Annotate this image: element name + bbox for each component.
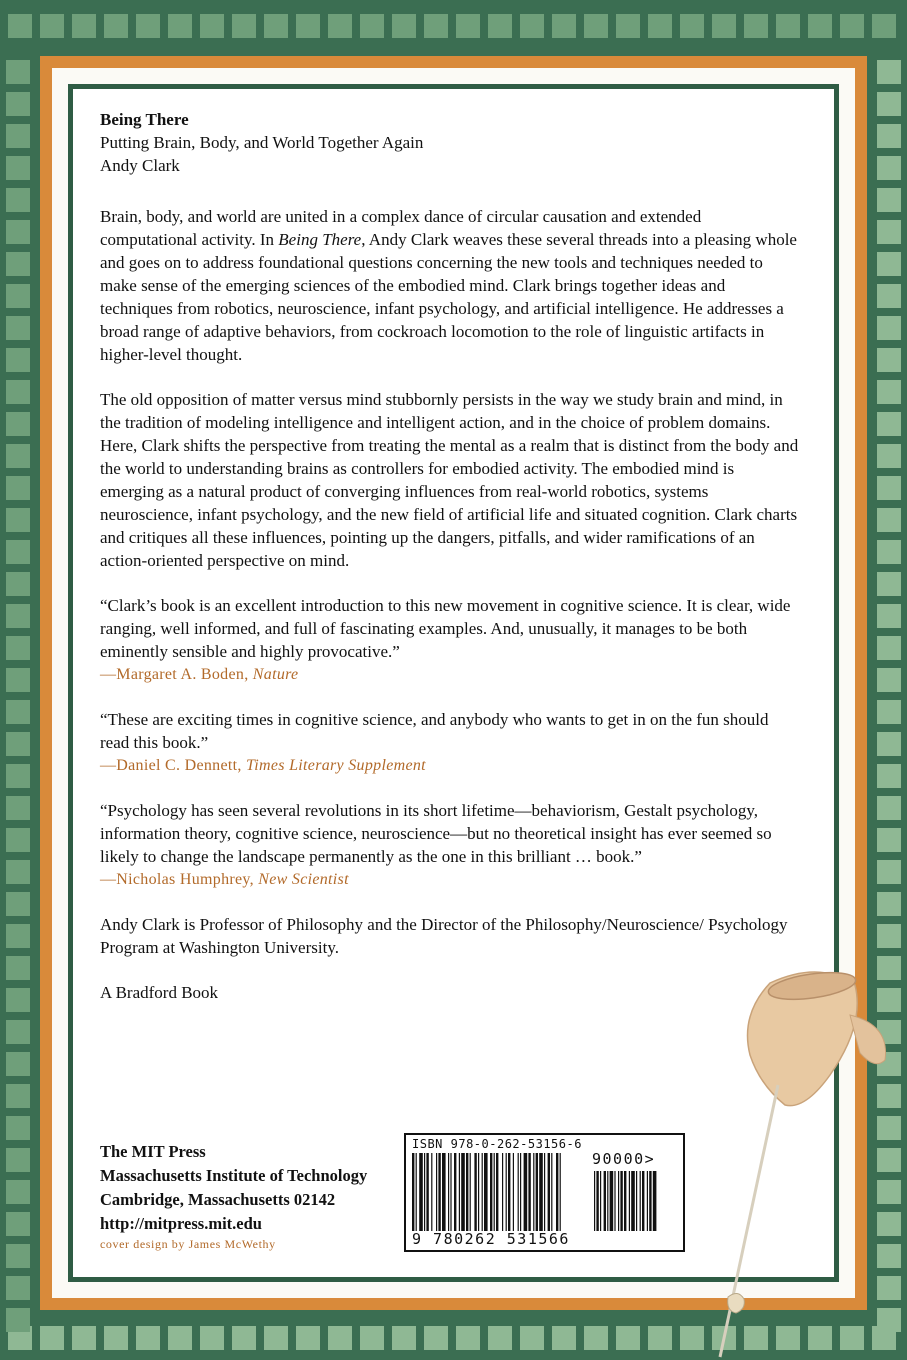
border-tile bbox=[877, 124, 901, 148]
border-tile bbox=[584, 1326, 608, 1350]
border-tile bbox=[877, 476, 901, 500]
border-tile bbox=[520, 14, 544, 38]
border-tile bbox=[6, 732, 30, 756]
border-tile bbox=[877, 636, 901, 660]
border-tile bbox=[360, 14, 384, 38]
border-tile bbox=[616, 1326, 640, 1350]
border-tile bbox=[168, 1326, 192, 1350]
border-tile bbox=[648, 14, 672, 38]
border-tile bbox=[877, 604, 901, 628]
border-tile bbox=[877, 732, 901, 756]
border-tile bbox=[6, 828, 30, 852]
barcode-addon-bar bbox=[624, 1171, 626, 1231]
border-tile bbox=[104, 1326, 128, 1350]
border-tile bbox=[328, 14, 352, 38]
barcode-bar bbox=[482, 1153, 483, 1231]
border-tile bbox=[72, 1326, 96, 1350]
barcode-addon-bar bbox=[642, 1171, 644, 1231]
review-quote-2: “These are exciting times in cognitive science, and anybody who wants to get in on the fun should read this book.” bbox=[100, 710, 769, 752]
ean-digits: 9 780262 531566 bbox=[412, 1230, 570, 1248]
border-tile bbox=[6, 668, 30, 692]
border-tile bbox=[6, 220, 30, 244]
border-tile bbox=[877, 92, 901, 116]
barcode-addon-bar bbox=[653, 1171, 657, 1231]
barcode-addon-bar bbox=[636, 1171, 637, 1231]
barcode-bar bbox=[424, 1153, 425, 1231]
border-tile bbox=[552, 14, 576, 38]
barcode-bar bbox=[494, 1153, 495, 1231]
border-tile bbox=[264, 14, 288, 38]
barcode-bar bbox=[442, 1153, 446, 1231]
border-tile bbox=[6, 540, 30, 564]
border-tile bbox=[392, 1326, 416, 1350]
description-paragraph-1: Brain, body, and world are united in a complex dance of circular causation and extended computational activity. In Being There, Andy Clark weaves these several threads into a pleasing whole and goes on to address foundational questions concerning the new tools and techniques needed to make sense of the emerging sciences of the embodied mind. Clark brings together ideas and techniques from robotics, neuroscience, infant psychology, and artificial intelligence. He addresses a broad range of adaptive behaviors, from cockroach locomotion to the role of linguistic artifacts in higher-level thought. bbox=[100, 207, 797, 364]
border-tile bbox=[200, 14, 224, 38]
border-tile bbox=[6, 700, 30, 724]
border-tile bbox=[360, 1326, 384, 1350]
barcode-bar bbox=[548, 1153, 550, 1231]
barcode-bar bbox=[438, 1153, 440, 1231]
barcode-bar bbox=[496, 1153, 498, 1231]
book-author: Andy Clark bbox=[100, 156, 180, 175]
isbn-barcode bbox=[404, 1133, 685, 1252]
border-tile bbox=[6, 380, 30, 404]
border-tile bbox=[296, 1326, 320, 1350]
barcode-bar bbox=[459, 1153, 460, 1231]
border-tile bbox=[6, 412, 30, 436]
border-tile bbox=[6, 188, 30, 212]
border-tile bbox=[392, 14, 416, 38]
border-tile bbox=[6, 156, 30, 180]
border-tile bbox=[877, 924, 901, 948]
barcode-addon-bar bbox=[640, 1171, 641, 1231]
barcode-addon-bar bbox=[629, 1171, 630, 1231]
border-tile bbox=[136, 1326, 160, 1350]
border-tile bbox=[6, 892, 30, 916]
barcode-bar bbox=[506, 1153, 507, 1231]
border-tile bbox=[6, 1116, 30, 1140]
barcode-bar bbox=[474, 1153, 476, 1231]
border-tile bbox=[877, 316, 901, 340]
border-tile bbox=[6, 476, 30, 500]
border-tile bbox=[456, 1326, 480, 1350]
border-tile bbox=[6, 1308, 30, 1332]
barcode-bar bbox=[551, 1153, 552, 1231]
border-tile bbox=[877, 668, 901, 692]
book-subtitle: Putting Brain, Body, and World Together Again bbox=[100, 133, 424, 152]
butterfly-net-illustration bbox=[690, 965, 890, 1360]
review-quote-3: “Psychology has seen several revolutions in its short lifetime—behaviorism, Gestalt psychology, information theory, cognitive science, neuroscience—but no theoretical insight has ever seemed so likely to change the landscape permanently as the one in this brilliant … book.” bbox=[100, 801, 772, 866]
border-tile bbox=[877, 220, 901, 244]
barcode-addon-bar bbox=[594, 1171, 595, 1231]
barcode-bar bbox=[484, 1153, 488, 1231]
border-tile bbox=[40, 14, 64, 38]
border-tile bbox=[168, 14, 192, 38]
barcode-addon-bar bbox=[607, 1171, 608, 1231]
publisher-url[interactable]: http://mitpress.mit.edu bbox=[100, 1214, 262, 1233]
border-tile bbox=[872, 14, 896, 38]
barcode-bar bbox=[544, 1153, 545, 1231]
barcode-addon-bar bbox=[614, 1171, 615, 1231]
border-tile bbox=[6, 92, 30, 116]
barcode-bar bbox=[556, 1153, 558, 1231]
border-tile bbox=[877, 380, 901, 404]
border-tile bbox=[6, 1052, 30, 1076]
author-bio: Andy Clark is Professor of Philosophy and the Director of the Philosophy/Neuroscience/ Psychology Program at Washington University. bbox=[100, 915, 788, 957]
border-tile bbox=[6, 284, 30, 308]
barcode-bar bbox=[412, 1153, 414, 1231]
barcode-bar bbox=[416, 1153, 417, 1231]
barcode-bar bbox=[560, 1153, 561, 1231]
border-tile bbox=[6, 1020, 30, 1044]
barcode-bar bbox=[461, 1153, 465, 1231]
barcode-bar bbox=[502, 1153, 503, 1231]
border-tile bbox=[584, 14, 608, 38]
border-tile bbox=[877, 508, 901, 532]
border-tile bbox=[840, 14, 864, 38]
border-tile bbox=[6, 1212, 30, 1236]
barcode-addon-bar bbox=[610, 1171, 614, 1231]
border-tile bbox=[552, 1326, 576, 1350]
border-tile bbox=[6, 604, 30, 628]
border-tile bbox=[264, 1326, 288, 1350]
border-tile bbox=[877, 828, 901, 852]
border-tile bbox=[6, 1180, 30, 1204]
barcode-bar bbox=[448, 1153, 449, 1231]
border-tile bbox=[877, 60, 901, 84]
border-tile bbox=[6, 572, 30, 596]
barcode-bar bbox=[426, 1153, 428, 1231]
review-attribution-3: —Nicholas Humphrey, New Scientist bbox=[100, 871, 349, 888]
border-tile bbox=[6, 60, 30, 84]
review-quote-1: “Clark’s book is an excellent introduction to this new movement in cognitive science. It is clear, wide ranging, well informed, and full of fascinating examples. And, unusually, it manages to be both eminently sensible and highly provocative.” bbox=[100, 596, 791, 661]
barcode-bar bbox=[431, 1153, 432, 1231]
publisher-name: The MIT Press bbox=[100, 1142, 206, 1161]
border-tile bbox=[877, 156, 901, 180]
isbn-label: ISBN 978-0-262-53156-6 bbox=[412, 1137, 582, 1151]
barcode-addon-bar bbox=[631, 1171, 635, 1231]
back-cover-text bbox=[100, 108, 800, 1026]
barcode-addon-bar bbox=[604, 1171, 606, 1231]
publisher-location: Cambridge, Massachusetts 02142 bbox=[100, 1190, 336, 1209]
barcode-bar bbox=[518, 1153, 519, 1231]
border-tile bbox=[8, 14, 32, 38]
description-paragraph-2: The old opposition of matter versus mind stubbornly persists in the way we study brain and mind, in the tradition of modeling intelligence and intelligent action, and in the choice of problem domains. Here, Clark shifts the perspective from treating the mental as a realm that is distinct from the body and the world to understanding brains as controllers for embodied activity. The embodied mind is emerging as a natural product of converging influences from real-world robotics, systems neuroscience, infant psychology, and the new field of artificial life and situated cognition. Clark charts and critiques all these influences, pointing up the dangers, pitfalls, and wider ramifications of an action-oriented perspective on mind. bbox=[100, 390, 799, 570]
imprint: A Bradford Book bbox=[100, 983, 219, 1002]
border-tile bbox=[424, 1326, 448, 1350]
border-tile bbox=[808, 14, 832, 38]
border-tile bbox=[6, 1148, 30, 1172]
barcode-addon-bar bbox=[620, 1171, 622, 1231]
barcode-bar bbox=[536, 1153, 538, 1231]
border-tile bbox=[6, 316, 30, 340]
border-tile bbox=[712, 14, 736, 38]
barcode-addon-bar bbox=[596, 1171, 598, 1231]
barcode-bar bbox=[524, 1153, 528, 1231]
barcode-bar bbox=[466, 1153, 468, 1231]
border-tile bbox=[232, 1326, 256, 1350]
cover-design-credit: cover design by James McWethy bbox=[100, 1237, 276, 1251]
border-tile bbox=[328, 1326, 352, 1350]
barcode-addon-bar bbox=[618, 1171, 619, 1231]
publisher-info bbox=[100, 1140, 400, 1252]
barcode-bar bbox=[436, 1153, 437, 1231]
border-tile bbox=[6, 1244, 30, 1268]
border-tile bbox=[877, 796, 901, 820]
book-title: Being There bbox=[100, 110, 189, 129]
border-tile bbox=[648, 1326, 672, 1350]
barcode-bar bbox=[478, 1153, 479, 1231]
border-tile bbox=[877, 572, 901, 596]
border-tile bbox=[6, 444, 30, 468]
barcode-bar bbox=[450, 1153, 451, 1231]
border-tile bbox=[488, 14, 512, 38]
border-tile bbox=[877, 860, 901, 884]
barcode-bar bbox=[419, 1153, 423, 1231]
border-tile bbox=[40, 1326, 64, 1350]
border-tile bbox=[680, 14, 704, 38]
border-tile bbox=[6, 636, 30, 660]
publisher-institution: Massachusetts Institute of Technology bbox=[100, 1166, 368, 1185]
barcode-bar bbox=[533, 1153, 534, 1231]
border-tile bbox=[877, 444, 901, 468]
border-tile bbox=[744, 14, 768, 38]
border-tile bbox=[104, 14, 128, 38]
barcode-bar bbox=[539, 1153, 543, 1231]
barcode-bar bbox=[454, 1153, 456, 1231]
border-tile bbox=[877, 252, 901, 276]
barcode-addon-bar bbox=[649, 1171, 651, 1231]
border-tile bbox=[877, 188, 901, 212]
barcode-bar bbox=[528, 1153, 530, 1231]
border-tile bbox=[6, 860, 30, 884]
barcode-bar bbox=[508, 1153, 510, 1231]
border-tile bbox=[424, 14, 448, 38]
border-tile bbox=[520, 1326, 544, 1350]
border-tile bbox=[877, 764, 901, 788]
border-tile bbox=[136, 14, 160, 38]
price-code: 90000> bbox=[592, 1150, 656, 1168]
border-tile bbox=[456, 14, 480, 38]
border-tile bbox=[488, 1326, 512, 1350]
border-tile bbox=[6, 796, 30, 820]
border-tile bbox=[616, 14, 640, 38]
border-tile bbox=[232, 14, 256, 38]
barcode-bar bbox=[470, 1153, 471, 1231]
border-tile bbox=[877, 700, 901, 724]
barcode-bar bbox=[513, 1153, 514, 1231]
border-tile bbox=[72, 14, 96, 38]
barcode-bar bbox=[490, 1153, 492, 1231]
border-tile bbox=[877, 892, 901, 916]
barcode-bar bbox=[520, 1153, 521, 1231]
border-tile bbox=[6, 252, 30, 276]
border-tile bbox=[6, 924, 30, 948]
border-tile bbox=[877, 412, 901, 436]
review-attribution-1: —Margaret A. Boden, Nature bbox=[100, 666, 299, 683]
border-tile bbox=[6, 508, 30, 532]
border-tile bbox=[296, 14, 320, 38]
border-tile bbox=[6, 956, 30, 980]
barcode-addon-bar bbox=[600, 1171, 601, 1231]
border-tile bbox=[877, 348, 901, 372]
border-tile bbox=[6, 348, 30, 372]
review-attribution-2: —Daniel C. Dennett, Times Literary Supplement bbox=[100, 757, 426, 774]
border-tile bbox=[877, 540, 901, 564]
border-tile bbox=[6, 1276, 30, 1300]
border-tile bbox=[6, 764, 30, 788]
border-tile bbox=[776, 14, 800, 38]
border-tile bbox=[200, 1326, 224, 1350]
border-tile bbox=[6, 124, 30, 148]
border-tile bbox=[6, 988, 30, 1012]
barcode-addon-bar bbox=[647, 1171, 648, 1231]
border-tile bbox=[877, 284, 901, 308]
border-tile bbox=[6, 1084, 30, 1108]
